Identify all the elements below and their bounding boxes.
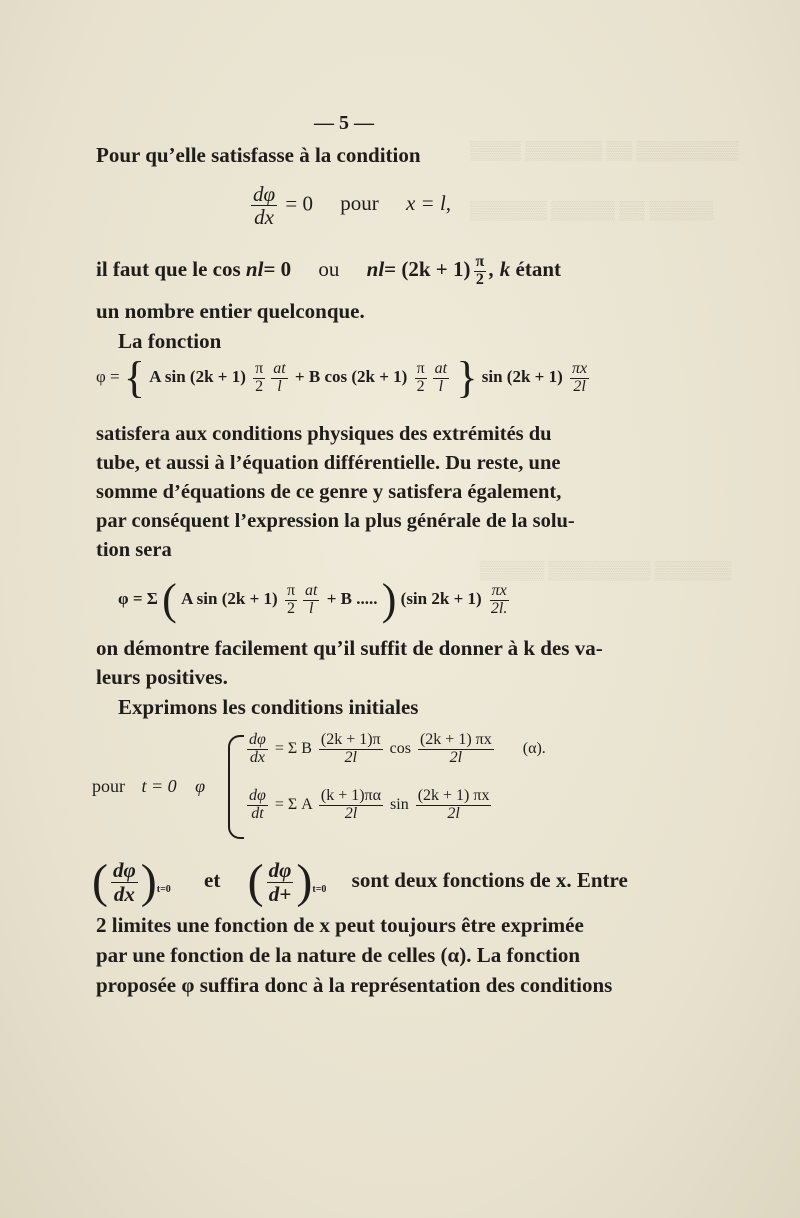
fraction-denominator: 2l xyxy=(449,748,463,766)
fraction-numerator: πx xyxy=(572,359,588,377)
paragraph-line: on démontre facilement qu’il suffit de donner à k des va- xyxy=(96,636,603,660)
paragraph-line: 2 limites une fonction de x peut toujours être exprimée xyxy=(96,913,584,937)
math-term: + B ..... xyxy=(326,588,378,608)
fraction-denominator: l xyxy=(277,377,282,395)
math-term: A sin (2k + 1) xyxy=(181,588,278,608)
page-number: — 5 — xyxy=(314,112,374,134)
equation-general-solution xyxy=(118,575,512,624)
fraction-numerator: π xyxy=(286,581,296,599)
text-line: La fonction xyxy=(118,329,222,353)
text-line xyxy=(96,254,561,289)
paragraph-line: somme d’équations de ce genre y satisfera également, xyxy=(96,481,562,503)
paragraph-line: par une fonction de la nature de celles (α). La fonction xyxy=(96,943,581,967)
equation-phi xyxy=(96,353,592,402)
text-line-initial-functions xyxy=(92,855,628,908)
word-pour: pour xyxy=(92,776,125,796)
bleed-through-texture: ▒▒▒▒▒▒ ▒▒▒▒▒ ▒▒ ▒▒▒▒▒ xyxy=(470,200,714,220)
math-lhs: φ = xyxy=(96,366,120,386)
math-term: cos xyxy=(389,739,411,757)
brace-right: } xyxy=(456,353,478,402)
math-term: (sin 2k + 1) xyxy=(400,588,482,608)
fraction-numerator: π xyxy=(416,359,425,377)
fraction-denominator: 2l xyxy=(344,804,358,822)
fraction-denominator: 2l xyxy=(447,804,460,822)
paragraph-line: par conséquent l’expression la plus générale de la solu- xyxy=(96,510,575,532)
paragraph-line: leurs positives. xyxy=(96,665,228,689)
fraction-denominator: l xyxy=(309,599,314,617)
paragraph xyxy=(96,910,612,1000)
fraction-numerator: dφ xyxy=(249,787,266,804)
paragraph xyxy=(96,420,575,565)
math-term: = Σ B xyxy=(274,739,312,757)
fraction-denominator: 2l xyxy=(344,748,357,766)
label-alpha: (α). xyxy=(522,739,546,757)
math-term: sin (2k + 1) xyxy=(481,366,563,386)
text-line: Exprimons les conditions initiales xyxy=(118,695,419,719)
fraction-denominator: dx xyxy=(113,881,135,906)
math-term: A sin (2k + 1) xyxy=(149,366,246,386)
fraction-numerator: π xyxy=(475,253,485,270)
fraction-denominator: l xyxy=(438,377,444,395)
fraction-denominator: dx xyxy=(249,748,265,766)
math-nl: nl xyxy=(366,257,385,282)
math-k: , k xyxy=(489,257,511,282)
math-term: = Σ A xyxy=(274,795,312,813)
paren-right: ) xyxy=(296,855,313,908)
fraction-numerator: (2k + 1) πx xyxy=(417,787,490,804)
subscript: t=0 xyxy=(156,884,171,895)
math-nl: nl xyxy=(245,257,264,282)
fraction-numerator: at xyxy=(273,359,286,377)
brace-left: { xyxy=(123,353,146,402)
fraction-numerator: π xyxy=(255,359,264,377)
paragraph-line: satisfera aux conditions physiques des extrémités du xyxy=(96,423,552,445)
fraction-numerator: (k + 1)πα xyxy=(320,787,382,804)
system-brace xyxy=(228,735,244,839)
text-segment: étant xyxy=(510,257,562,282)
paragraph-line: tion sera xyxy=(96,539,172,561)
fraction-numerator: (2k + 1) πx xyxy=(419,731,492,748)
equation-condition xyxy=(248,183,451,228)
fraction-denominator: 2 xyxy=(286,599,295,617)
paragraph xyxy=(96,634,603,692)
equation-initial-label xyxy=(92,776,205,797)
fraction-denominator: dt xyxy=(251,804,264,822)
text-line: Pour qu’elle satisfasse à la condition xyxy=(96,143,421,167)
math-rhs: = (2k + 1) xyxy=(384,257,471,282)
paren-right: ) xyxy=(140,855,157,908)
subscript: t=0 xyxy=(312,884,327,895)
fraction-numerator: dφ xyxy=(268,858,292,883)
paren-right: ) xyxy=(381,575,397,624)
fraction-denominator: 2l xyxy=(573,377,586,395)
fraction-numerator: πx xyxy=(491,581,507,599)
text-line: un nombre entier quelconque. xyxy=(96,299,365,323)
fraction-denominator: 2l. xyxy=(490,599,508,617)
text-segment: il faut que le cos xyxy=(96,257,241,282)
fraction-denominator: 2 xyxy=(255,377,264,395)
math-eq: = 0 xyxy=(263,257,292,282)
word-et: et xyxy=(204,867,221,892)
word-ou: ou xyxy=(318,257,340,282)
paren-left: ( xyxy=(162,575,177,624)
equation-rhs: = 0 xyxy=(285,191,313,216)
paragraph-line: tube, et aussi à l’équation différentielle. Du reste, une xyxy=(96,452,561,474)
bleed-through-texture: ▒▒▒▒ ▒▒▒▒▒▒ ▒▒ ▒▒▒▒▒▒▒▒ xyxy=(470,140,739,160)
fraction-denominator: 2 xyxy=(475,270,484,288)
fraction-denominator: dx xyxy=(254,205,274,230)
math-lhs: φ = Σ xyxy=(118,588,158,608)
math-term: + B cos (2k + 1) xyxy=(294,366,408,386)
fraction-numerator: dφ xyxy=(253,182,276,206)
math-t0: t = 0 xyxy=(141,776,177,796)
fraction-numerator: at xyxy=(434,359,448,377)
paragraph-line: proposée φ suffira donc à la représentation des conditions xyxy=(96,973,613,997)
equation-row-dx xyxy=(244,732,546,767)
fraction-denominator: 2 xyxy=(416,377,425,395)
fraction-denominator: d+ xyxy=(268,881,292,906)
fraction-numerator: at xyxy=(305,581,318,599)
equation-condition-x: x = l, xyxy=(405,191,452,216)
equation-row-dt xyxy=(244,788,494,823)
fraction-numerator: dφ xyxy=(112,858,136,883)
fraction-numerator: dφ xyxy=(249,731,266,748)
text-segment: sont deux fonctions de x. Entre xyxy=(351,867,628,892)
math-phi: φ xyxy=(195,776,206,796)
word-pour: pour xyxy=(340,191,379,216)
paren-left: ( xyxy=(247,855,264,908)
math-term: sin xyxy=(390,795,409,813)
fraction-numerator: (2k + 1)π xyxy=(320,731,381,748)
paren-left: ( xyxy=(92,855,108,908)
bleed-through-texture: ▒▒▒▒▒ ▒▒▒▒▒▒▒▒ ▒▒▒▒▒▒ xyxy=(480,560,732,580)
